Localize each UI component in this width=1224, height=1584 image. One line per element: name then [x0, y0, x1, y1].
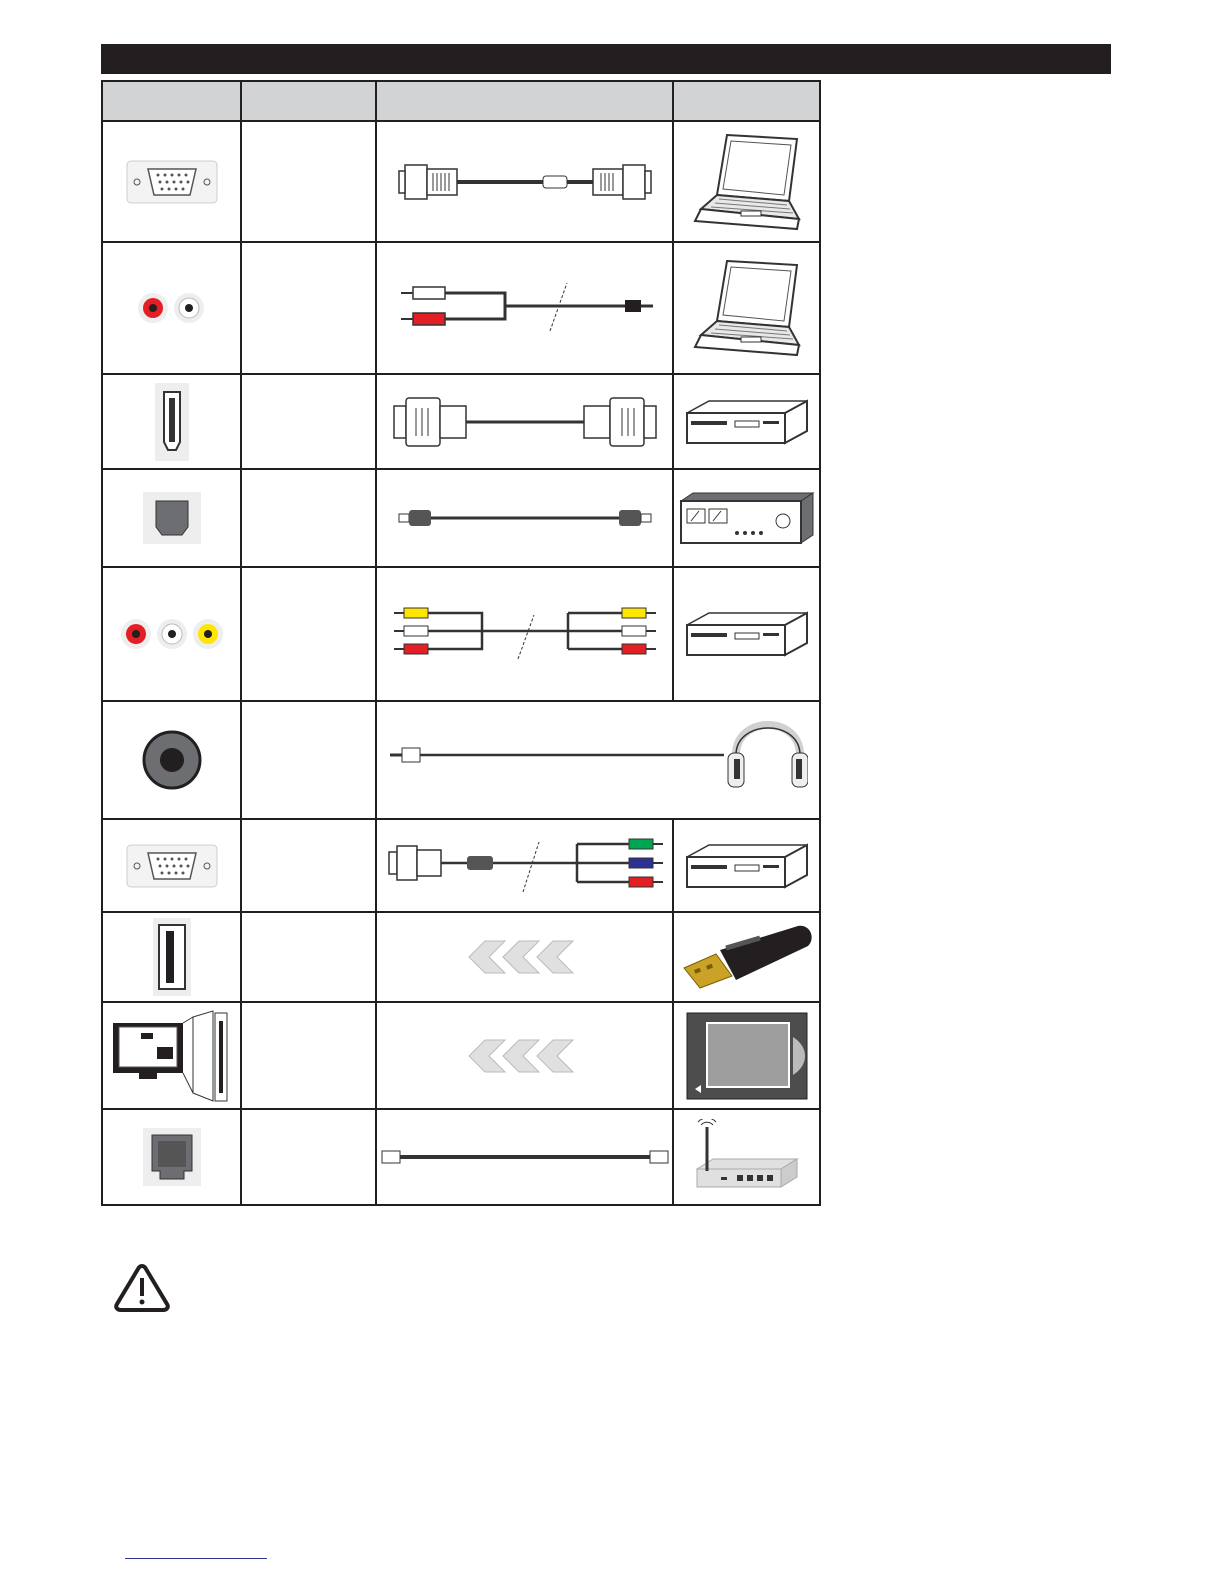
vga-to-component-cable-icon — [377, 820, 672, 911]
connection-table — [101, 80, 821, 1206]
router-icon — [674, 1110, 819, 1204]
optical-cable-icon — [377, 470, 672, 566]
vga-port-icon — [103, 820, 240, 911]
vga-cable-icon — [377, 122, 672, 241]
vga-port-icon — [103, 122, 240, 241]
laptop-icon — [674, 122, 819, 241]
usb-port-icon — [103, 913, 240, 1001]
table-header-row — [103, 82, 819, 121]
headphone-jack-icon — [103, 702, 240, 818]
cam-module-icon — [674, 1003, 819, 1108]
insert-arrows-icon — [377, 913, 672, 1001]
ci-slot-tv-icon — [103, 1003, 240, 1108]
hdmi-port-icon — [103, 375, 240, 468]
hdmi-cable-icon — [377, 375, 672, 468]
section-header-bar — [101, 44, 1111, 74]
composite-cable-icon — [377, 568, 672, 700]
composite-port-icon — [103, 568, 240, 700]
laptop-icon — [674, 243, 819, 373]
optical-port-icon — [103, 470, 240, 566]
usb-stick-icon — [674, 913, 819, 1001]
rca-to-jack-cable-icon — [377, 243, 672, 373]
dvd-player-icon — [674, 568, 819, 700]
headphone-cable-icon — [377, 702, 819, 818]
warning-triangle-icon — [113, 1262, 171, 1317]
amplifier-icon — [674, 470, 819, 566]
dvd-player-icon — [674, 375, 819, 468]
insert-arrows-icon — [377, 1003, 672, 1108]
rca-audio-port-icon — [103, 243, 240, 373]
ethernet-port-icon — [103, 1110, 240, 1204]
ethernet-cable-icon — [377, 1110, 672, 1204]
footer-underline — [125, 1558, 267, 1559]
dvd-player-icon — [674, 820, 819, 911]
